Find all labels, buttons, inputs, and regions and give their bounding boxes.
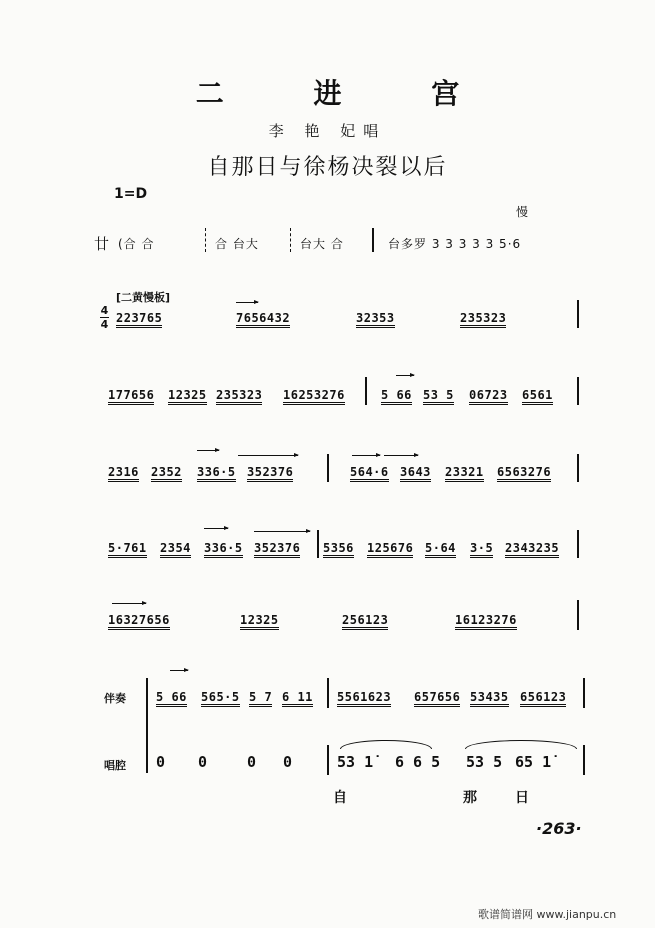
notation-group: 125676 xyxy=(367,541,414,555)
intro-segment: (合 合 xyxy=(118,237,155,251)
lyric-char: 日 xyxy=(515,790,529,806)
notation-group: 6563276 xyxy=(497,465,552,479)
page-number: ·263· xyxy=(536,819,582,838)
vocal-note: 53 5 xyxy=(466,753,503,771)
ornament-arrow xyxy=(112,603,146,604)
notation-group: 352376 xyxy=(254,541,301,555)
notation-group: 6561 xyxy=(522,388,553,402)
ornament-arrow xyxy=(170,670,188,671)
rest: 0 xyxy=(198,753,208,771)
notation-group: 16123276 xyxy=(455,613,517,627)
barline xyxy=(577,454,579,482)
vocal-note: 6 6 5 xyxy=(395,753,441,771)
intro-segment: 合 台大 xyxy=(215,237,259,251)
notation-group: 235323 xyxy=(216,388,263,402)
barline xyxy=(317,530,319,558)
notation-group: 2316 xyxy=(108,465,139,479)
notation-group: 3·5 xyxy=(470,541,494,555)
system-bracket xyxy=(146,678,148,773)
notation-group: 5 66 xyxy=(381,388,412,402)
notation-group: 565·5 xyxy=(201,690,240,704)
notation-group: 5561623 xyxy=(337,690,392,704)
watermark: 歌谱简谱网 www.jianpu.cn xyxy=(478,908,617,921)
notation-group: 177656 xyxy=(108,388,155,402)
notation-group: 235323 xyxy=(460,311,507,325)
vocal-note: 65 1̇ xyxy=(515,753,552,771)
notation-group: 32353 xyxy=(356,311,395,325)
barline xyxy=(365,377,367,405)
ornament-arrow xyxy=(204,528,228,529)
barline xyxy=(577,300,579,328)
rest: 0 xyxy=(283,753,293,771)
notation-group: 5 66 xyxy=(156,690,187,704)
vocal-label: 唱腔 xyxy=(104,759,126,772)
notation-group: 7656432 xyxy=(236,311,291,325)
notation-group: 656123 xyxy=(520,690,567,704)
ornament-arrow xyxy=(384,455,418,456)
intro-segment: 台多罗 3 3 3 3 3 5·6 xyxy=(388,237,522,251)
ornament-arrow xyxy=(197,450,219,451)
ornament-arrow xyxy=(396,375,414,376)
barline xyxy=(583,678,585,708)
notation-group: 5·64 xyxy=(425,541,456,555)
dashed-barline xyxy=(205,228,206,252)
notation-group: 16327656 xyxy=(108,613,170,627)
notation-group: 06723 xyxy=(469,388,508,402)
notation-group: 5·761 xyxy=(108,541,147,555)
phrase-slur xyxy=(340,740,432,749)
notation-group: 657656 xyxy=(414,690,461,704)
notation-group: 2352 xyxy=(151,465,182,479)
notation-group: 5 7 xyxy=(249,690,273,704)
rest: 0 xyxy=(156,753,166,771)
notation-group: 3643 xyxy=(400,465,431,479)
notation-group: 223765 xyxy=(116,311,163,325)
tempo-mark: 慢 xyxy=(516,205,529,219)
barline xyxy=(372,228,374,252)
notation-group: 2354 xyxy=(160,541,191,555)
ornament-arrow xyxy=(236,302,258,303)
key-signature: 1=D xyxy=(114,186,148,202)
notation-group: 564·6 xyxy=(350,465,389,479)
notation-group: 16253276 xyxy=(283,388,345,402)
barline xyxy=(327,454,329,482)
time-signature xyxy=(100,305,109,330)
intro-mark: 廿 xyxy=(94,235,110,253)
notation-group: 5356 xyxy=(323,541,354,555)
notation-group: 23321 xyxy=(445,465,484,479)
notation-group: 53 5 xyxy=(423,388,454,402)
lyric-char: 自 xyxy=(333,790,347,806)
notation-group: 352376 xyxy=(247,465,294,479)
notation-group: 336·5 xyxy=(197,465,236,479)
dashed-barline xyxy=(290,228,291,252)
ornament-arrow xyxy=(352,455,380,456)
barline xyxy=(583,745,585,775)
meter-bottom: 4 xyxy=(100,318,109,331)
lyric-char: 那 xyxy=(463,790,477,806)
barline xyxy=(327,745,329,775)
notation-group: 2343235 xyxy=(505,541,560,555)
aria-title: 自那日与徐杨决裂以后 xyxy=(207,155,448,180)
meter-top: 4 xyxy=(100,304,109,317)
singer-credit: 李 艳 妃唱 xyxy=(268,122,387,140)
rest: 0 xyxy=(247,753,257,771)
ornament-arrow xyxy=(254,531,310,532)
phrase-slur xyxy=(465,740,577,749)
notation-group: 12325 xyxy=(240,613,279,627)
barline xyxy=(577,530,579,558)
barline xyxy=(577,377,579,405)
ornament-arrow xyxy=(238,455,298,456)
notation-group: 256123 xyxy=(342,613,389,627)
barline xyxy=(327,678,329,708)
notation-group: 336·5 xyxy=(204,541,243,555)
intro-segment: 台大 合 xyxy=(300,237,344,251)
vocal-note: 53 1̇ xyxy=(337,753,374,771)
accompaniment-label: 伴奏 xyxy=(104,692,126,705)
section-label: [二黄慢板] xyxy=(116,291,171,304)
notation-group: 6 11 xyxy=(282,690,313,704)
notation-group: 53435 xyxy=(470,690,509,704)
page-title: 二 进 宫 xyxy=(195,77,500,110)
barline xyxy=(577,600,579,630)
notation-group: 12325 xyxy=(168,388,207,402)
